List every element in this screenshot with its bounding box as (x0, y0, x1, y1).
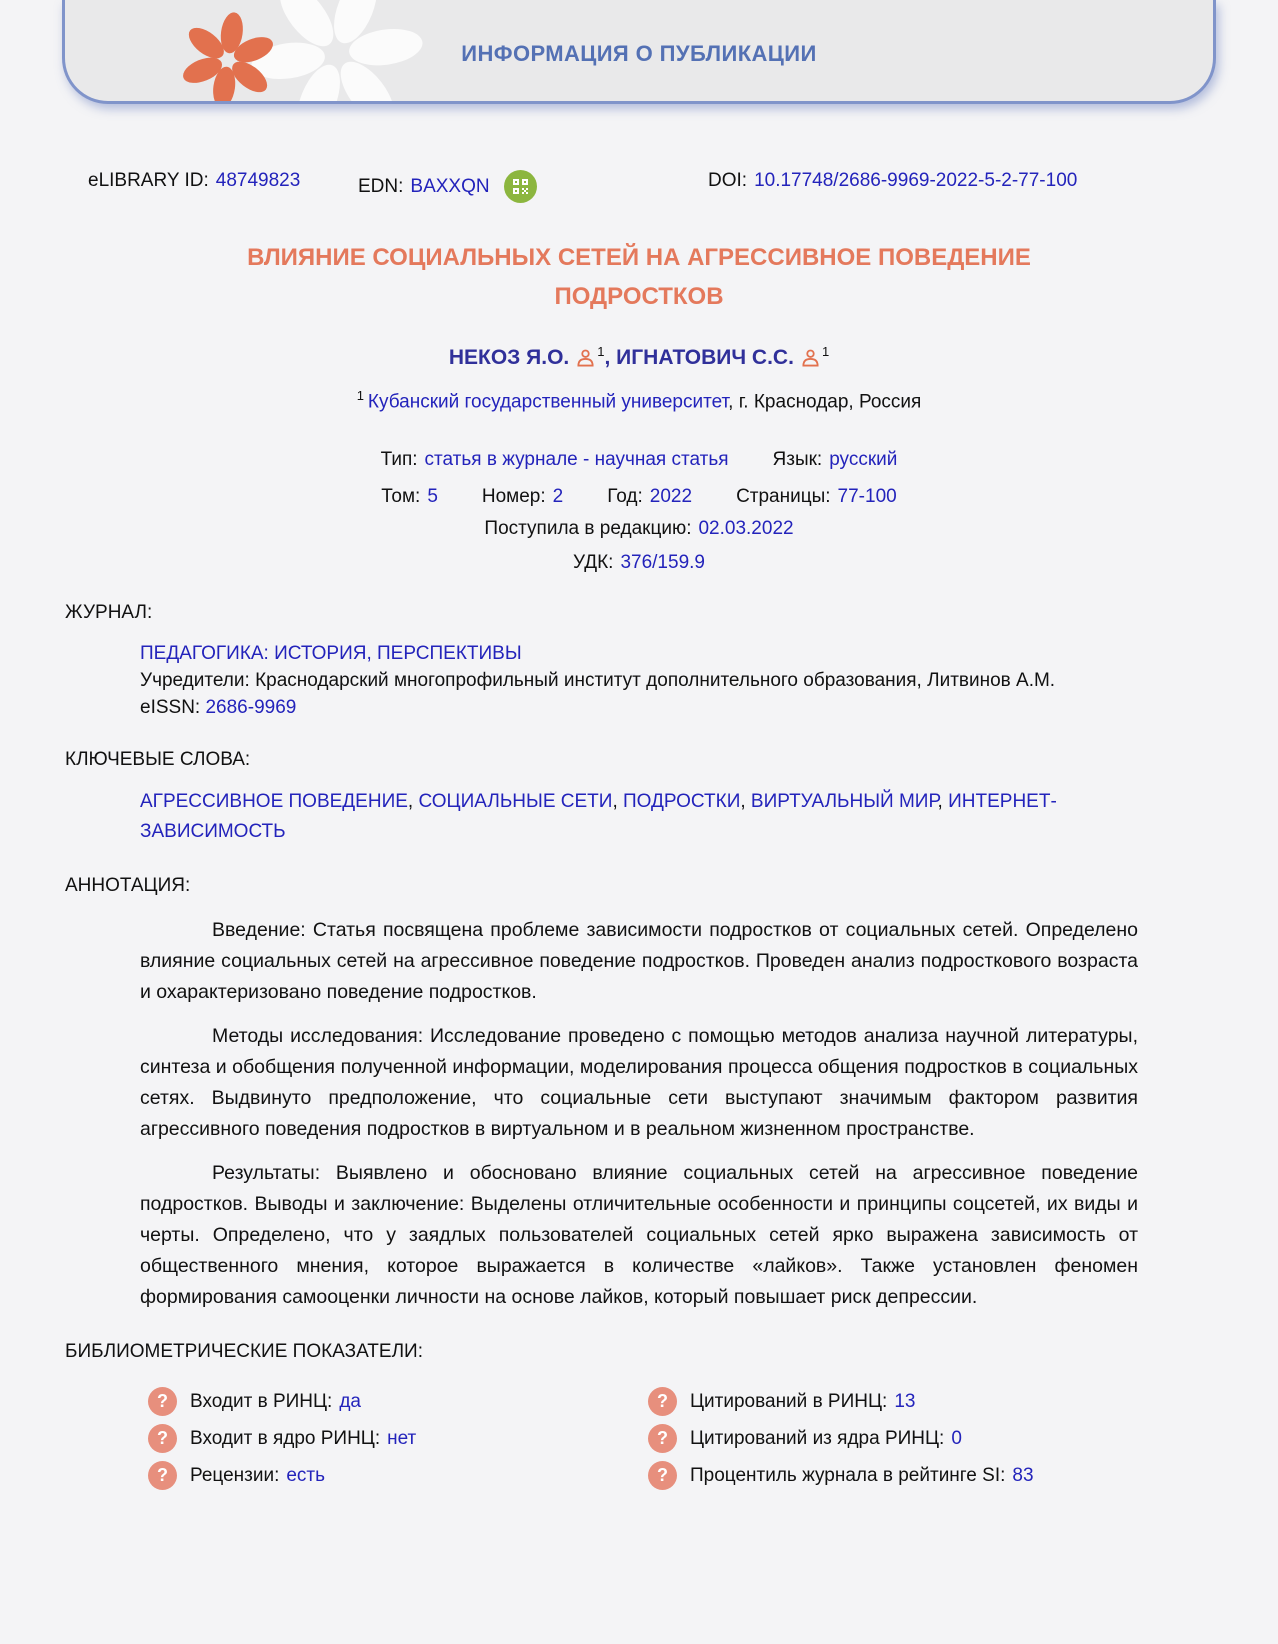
author-link[interactable]: ИГНАТОВИЧ С.С. (616, 346, 794, 369)
publication-info-header (62, 0, 1216, 104)
metric-value[interactable]: есть (286, 1464, 326, 1486)
publication-title: ВЛИЯНИЕ СОЦИАЛЬНЫХ СЕТЕЙ НА АГРЕССИВНОЕ ПОВЕДЕНИЕ ПОДРОСТКОВ (247, 244, 1031, 310)
metric-label: Рецензии: (190, 1464, 280, 1486)
type-value[interactable]: статья в журнале - научная статья (424, 449, 729, 471)
authors-line (0, 344, 1278, 370)
bibliometrics-left-column (148, 1383, 648, 1494)
metric-row-rinc-core (148, 1420, 648, 1457)
organization-link[interactable]: Кубанский государственный университет (367, 391, 729, 413)
edn-label: EDN: (358, 175, 404, 197)
type-language-row (0, 449, 1278, 471)
eissn-value[interactable]: 2686-9969 (205, 697, 297, 719)
year-value: 2022 (649, 486, 693, 508)
journal-name-link[interactable]: ПЕДАГОГИКА: ИСТОРИЯ, ПЕРСПЕКТИВЫ (140, 643, 522, 665)
author-link[interactable]: НЕКОЗ Я.О. (448, 346, 570, 369)
received-row (0, 518, 1278, 540)
metric-value[interactable]: нет (387, 1427, 417, 1449)
edn-value[interactable]: BAXXQN (410, 175, 490, 197)
language-value[interactable]: русский (829, 449, 898, 471)
udc (573, 552, 705, 574)
udc-value: 376/159.9 (620, 552, 705, 574)
journal-block (140, 640, 1138, 721)
year-label: Год: (607, 486, 643, 508)
keyword-link[interactable]: ИНТЕРНЕТ-ЗАВИСИМОСТЬ (140, 791, 1057, 843)
keywords-block (140, 787, 1138, 847)
author-profile-icon[interactable] (801, 348, 820, 367)
annotation-paragraph: Введение: Статья посвящена проблеме зависимости подростков от социальных сетей. Определено влияние социальных сетей на агрессивное поведение подростков. Проведен анализ подросткового возраста и охарактеризовано поведение подростков. (140, 919, 1138, 1004)
journal-section-label: ЖУРНАЛ: (65, 602, 153, 624)
bibliometrics-section-label: БИБЛИОМЕТРИЧЕСКИЕ ПОКАЗАТЕЛИ: (65, 1341, 423, 1363)
authors-separator: , (604, 346, 617, 369)
metric-value[interactable]: 0 (951, 1427, 962, 1449)
elibrary-id-label: eLIBRARY ID: (88, 170, 209, 191)
number-value: 2 (552, 486, 564, 508)
question-icon[interactable]: ? (648, 1461, 677, 1490)
pages (736, 486, 897, 508)
keyword-separator: , (740, 791, 746, 813)
metric-row-reviews (148, 1457, 648, 1494)
metric-label: Цитирований в РИНЦ: (690, 1390, 888, 1412)
affiliation-mark: 1 (356, 388, 364, 403)
annotation-paragraph: Результаты: Выявлено и обосновано влияние социальных сетей на агрессивное поведение подростков. Выводы и заключение: Выделены отличительные особенности и принципы соцсетей, их виды и черты. Определено, что у заядлых пользователей социальных сетей ярко выражена зависимость от общественного мнения, которое выражается в количестве «лайков». Также установлен феномен формирования самооценки личности на основе лайков, который повышает риск депрессии. (140, 1162, 1138, 1309)
journal-founders: Учредители: Краснодарский многопрофильный институт дополнительного образования, Литвинов А.М. (140, 670, 1056, 692)
annotation-section-label: АННОТАЦИЯ: (65, 875, 191, 897)
metric-row-rinc (148, 1383, 648, 1420)
metric-label: Процентиль журнала в рейтинге SI: (690, 1464, 1006, 1486)
issue-number (482, 486, 563, 508)
metric-label: Входит в РИНЦ: (190, 1390, 333, 1412)
metric-label: Входит в ядро РИНЦ: (190, 1427, 381, 1449)
udc-row (0, 552, 1278, 574)
question-icon[interactable]: ? (148, 1424, 177, 1453)
received-value: 02.03.2022 (698, 518, 794, 540)
eissn-label: eISSN: (140, 697, 201, 719)
journal-eissn (140, 694, 1138, 721)
volume-row (0, 486, 1278, 508)
metric-value[interactable]: 83 (1012, 1464, 1034, 1486)
question-icon[interactable]: ? (148, 1461, 177, 1490)
doi-value[interactable]: 10.17748/2686-9969-2022-5-2-77-100 (754, 170, 1078, 191)
elibrary-id-value[interactable]: 48749823 (215, 170, 301, 191)
annotation-paragraph: Методы исследования: Исследование проведено с помощью методов анализа научной литературы, синтеза и обобщения полученной информации, моделирования процесса общения подростков в социальных сетях. Выдвинуто предположение, что социальные сети выступают значимым фактором развития агрессивного поведения подростков в виртуальном и в реальном жизненном пространстве. (140, 1025, 1138, 1141)
metric-row-si-percentile (648, 1457, 1278, 1494)
volume-value: 5 (427, 486, 438, 508)
annotation-block (140, 915, 1138, 1313)
author-profile-icon[interactable] (576, 348, 595, 367)
doi-label: DOI: (708, 170, 748, 191)
metric-value[interactable]: 13 (894, 1390, 916, 1412)
volume (381, 486, 438, 508)
keyword-link[interactable]: АГРЕССИВНОЕ ПОВЕДЕНИЕ (140, 791, 408, 813)
elibrary-id (88, 170, 300, 192)
bibliometrics-grid (148, 1383, 1278, 1494)
doi (708, 170, 1077, 192)
affiliation-line (0, 388, 1278, 413)
edn (358, 170, 537, 203)
language-label: Язык: (772, 449, 823, 471)
page-title: ИНФОРМАЦИЯ О ПУБЛИКАЦИИ (461, 41, 817, 66)
publication-type (381, 449, 729, 471)
question-icon[interactable]: ? (148, 1387, 177, 1416)
qr-code-icon[interactable] (504, 170, 537, 203)
type-label: Тип: (380, 449, 418, 471)
pages-value: 77-100 (837, 486, 897, 508)
metric-row-citations-rinc (648, 1383, 1278, 1420)
udc-label: УДК: (573, 552, 614, 574)
publication-language (773, 449, 898, 471)
keywords-section-label: КЛЮЧЕВЫЕ СЛОВА: (65, 749, 251, 771)
pages-label: Страницы: (736, 486, 831, 508)
question-icon[interactable]: ? (648, 1424, 677, 1453)
author-affiliation-mark: 1 (821, 344, 830, 359)
year (607, 486, 692, 508)
keyword-link[interactable]: СОЦИАЛЬНЫЕ СЕТИ (418, 791, 613, 813)
question-icon[interactable]: ? (648, 1387, 677, 1416)
keyword-separator: , (612, 791, 618, 813)
number-label: Номер: (481, 486, 546, 508)
keyword-link[interactable]: ПОДРОСТКИ (623, 791, 741, 813)
metric-row-citations-core (648, 1420, 1278, 1457)
author-affiliation-mark: 1 (597, 344, 605, 359)
bibliometrics-right-column (648, 1383, 1278, 1494)
received-date (484, 518, 793, 540)
identifiers-row (0, 170, 1278, 204)
received-label: Поступила в редакцию: (484, 518, 692, 540)
keyword-separator: , (937, 791, 943, 813)
volume-label: Том: (381, 486, 421, 508)
keyword-link[interactable]: ВИРТУАЛЬНЫЙ МИР (750, 791, 938, 813)
metric-label: Цитирований из ядра РИНЦ: (690, 1427, 945, 1449)
organization-location: , г. Краснодар, Россия (728, 391, 922, 413)
keyword-separator: , (407, 791, 414, 813)
metric-value[interactable]: да (339, 1390, 361, 1412)
